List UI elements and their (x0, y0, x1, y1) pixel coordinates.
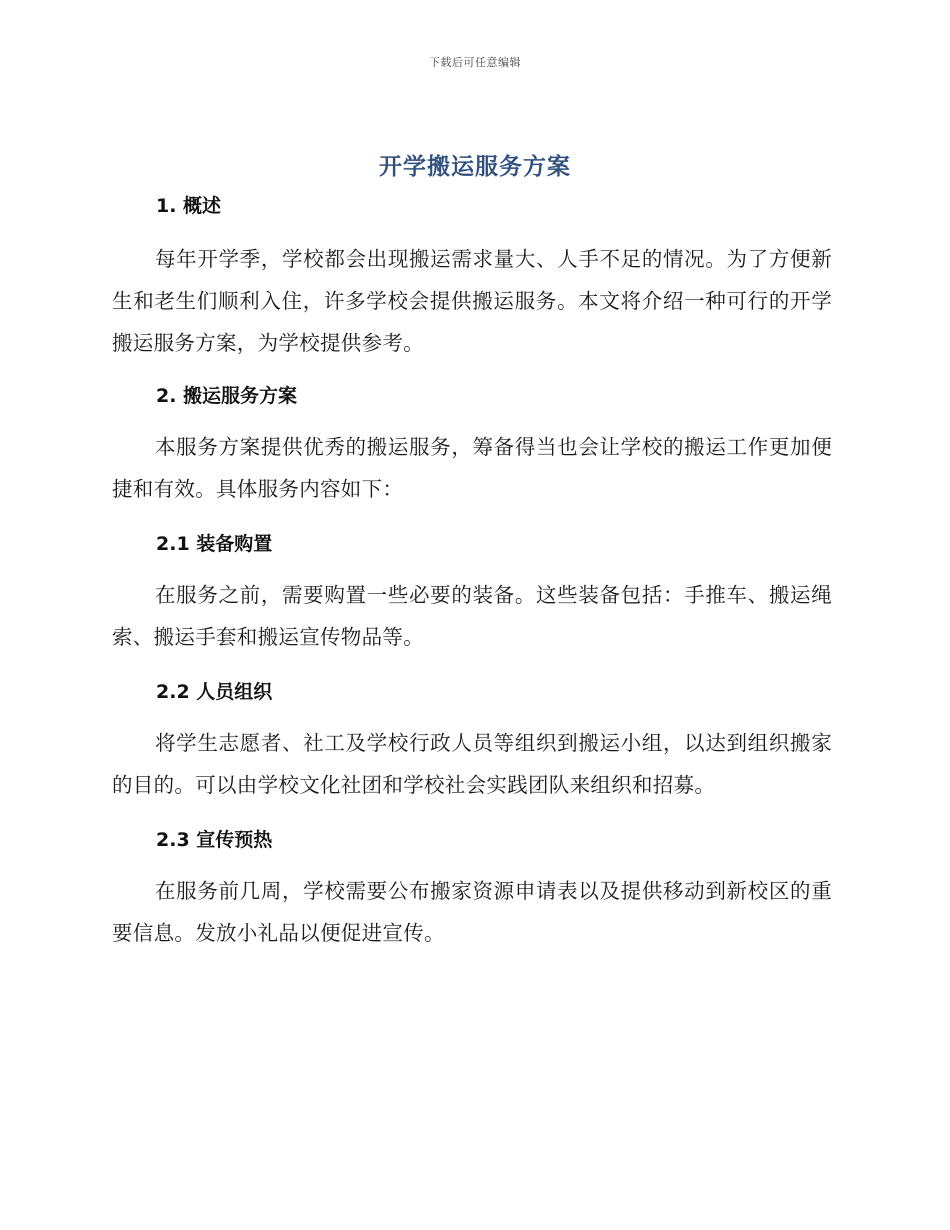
section-heading-staffing: 2.2 人员组织 (156, 681, 273, 703)
section-heading-equipment: 2.1 装备购置 (156, 533, 273, 555)
section-heading-service-plan: 2. 搬运服务方案 (156, 385, 298, 407)
section-heading-overview: 1. 概述 (156, 195, 222, 217)
section-paragraph-staffing: 将学生志愿者、社工及学校行政人员等组织到搬运小组，以达到组织搬家的目的。可以由学校文化社团和学校社会实践团队来组织和招募。 (112, 731, 832, 797)
section-paragraph-service-plan: 本服务方案提供优秀的搬运服务，筹备得当也会让学校的搬运工作更加便捷和有效。具体服务内容如下： (112, 435, 832, 501)
document-title: 开学搬运服务方案 (379, 154, 571, 180)
document-body (112, 190, 832, 954)
section-paragraph-promotion: 在服务前几周，学校需要公布搬家资源申请表以及提供移动到新校区的重要信息。发放小礼品以便促进宣传。 (112, 879, 832, 945)
section-paragraph-overview: 每年开学季，学校都会出现搬运需求量大、人手不足的情况。为了方便新生和老生们顺利入住，许多学校会提供搬运服务。本文将介绍一种可行的开学搬运服务方案，为学校提供参考。 (112, 247, 832, 355)
page-header: 下载后可任意编辑 (429, 56, 521, 69)
section-paragraph-equipment: 在服务之前，需要购置一些必要的装备。这些装备包括：手推车、搬运绳索、搬运手套和搬运宣传物品等。 (112, 583, 832, 649)
section-heading-promotion: 2.3 宣传预热 (156, 829, 273, 851)
